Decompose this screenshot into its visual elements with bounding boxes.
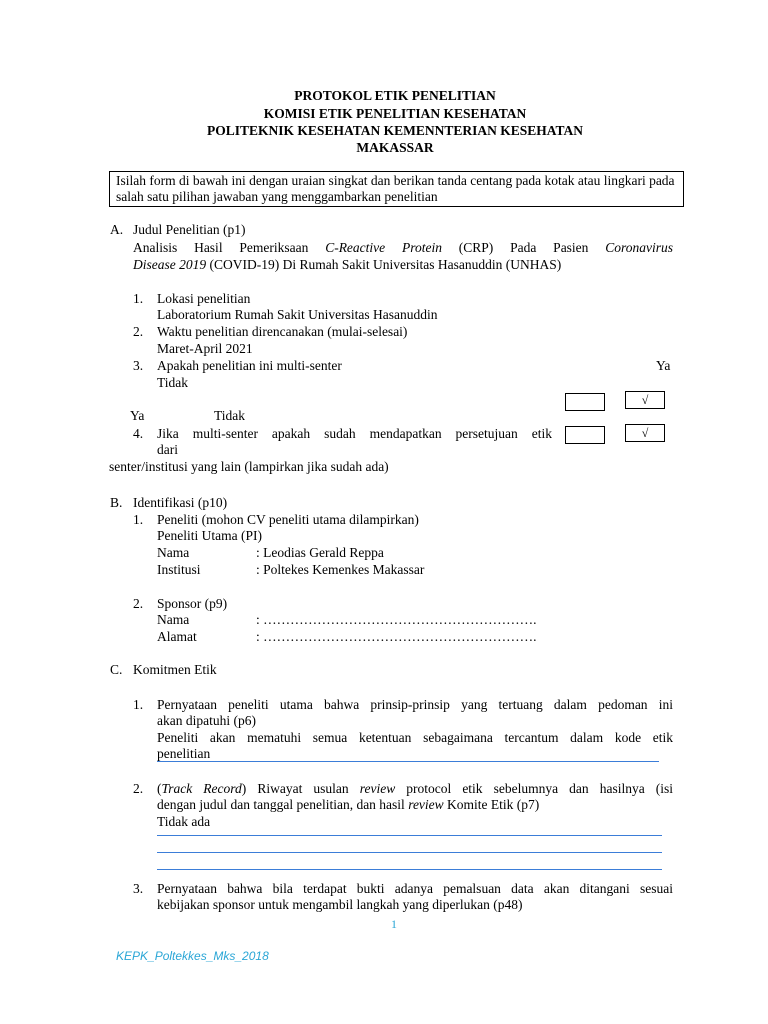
item-a1-label: Lokasi penelitian xyxy=(157,291,251,306)
checkbox-multicenter-ya[interactable] xyxy=(565,393,605,411)
item-a1-num: 1. xyxy=(133,291,144,306)
sponsor-alamat-value: : ……………………………………………………. xyxy=(256,629,537,644)
instruction-text: Isilah form di bawah ini dengan uraian singkat dan berikan tanda centang pada kotak atau lingkari pada salah satu pilihan jawaban yang menggambarkan penelitian xyxy=(116,173,675,204)
section-c-letter: C. xyxy=(110,662,123,677)
item-a3-option-ya: Ya xyxy=(656,358,671,373)
peneliti-utama-label: Peneliti Utama (PI) xyxy=(157,528,262,543)
item-c1-line-2: akan dipatuhi (p6) xyxy=(157,713,256,728)
answer-underline xyxy=(157,761,659,762)
instruction-box xyxy=(109,171,684,207)
checkbox-multicenter-tidak[interactable] xyxy=(625,391,665,409)
sponsor-nama-label: Nama xyxy=(157,612,190,627)
row-label-tidak: Tidak xyxy=(214,408,246,423)
nama-label: Nama xyxy=(157,545,190,560)
item-c2-answer: Tidak ada xyxy=(157,814,211,829)
item-a4-label-line-2: dari xyxy=(157,442,178,457)
item-a2-num: 2. xyxy=(133,324,144,339)
institusi-value: : Poltekes Kemenkes Makassar xyxy=(256,562,425,577)
item-a4-num: 4. xyxy=(133,426,144,441)
section-b-heading: Identifikasi (p10) xyxy=(133,495,228,510)
footer-note: KEPK_Poltekkes_Mks_2018 xyxy=(116,949,269,963)
item-c1-line-1: Pernyataan peneliti utama bahwa prinsip-prinsip yang tertuang dalam pedoman ini xyxy=(157,697,673,712)
item-c1-answer-line-2: penelitian xyxy=(157,746,211,761)
section-b-letter: B. xyxy=(110,495,123,510)
item-a4-label-line-1: Jika multi-senter apakah sudah mendapatkan persetujuan etik xyxy=(157,426,552,441)
checkbox-approval-ya[interactable] xyxy=(565,426,605,444)
item-c3-line-2: kebijakan sponsor untuk mengambil langkah yang diperlukan (p48) xyxy=(157,897,523,912)
check-mark-icon: √ xyxy=(641,393,649,407)
section-a-heading: Judul Penelitian (p1) xyxy=(133,222,246,237)
title-line-1: PROTOKOL ETIK PENELITIAN xyxy=(294,88,496,103)
item-c2-line-1: (Track Record) Riwayat usulan review protocol etik sebelumnya dan hasilnya (isi xyxy=(157,781,674,796)
page-number: 1 xyxy=(391,917,397,931)
item-c1-answer-line-1: Peneliti akan mematuhi semua ketentuan sebagaimana tercantum dalam kode etik xyxy=(157,730,673,745)
row-label-ya: Ya xyxy=(130,408,145,423)
peneliti-num: 1. xyxy=(133,512,144,527)
sponsor-nama-value: : ……………………………………………………. xyxy=(256,612,537,627)
peneliti-label: Peneliti (mohon CV peneliti utama dilampirkan) xyxy=(157,512,419,527)
item-a3-num: 3. xyxy=(133,358,144,373)
item-a1-value: Laboratorium Rumah Sakit Universitas Hasanuddin xyxy=(157,307,438,322)
nama-value: : Leodias Gerald Reppa xyxy=(256,545,384,560)
checkbox-approval-tidak[interactable] xyxy=(625,424,665,442)
item-a3-option-tidak: Tidak xyxy=(157,375,189,390)
item-a4-label-line-3: senter/institusi yang lain (lampirkan jika sudah ada) xyxy=(109,459,389,474)
answer-underline xyxy=(157,869,662,870)
item-a3-label: Apakah penelitian ini multi-senter xyxy=(157,358,342,373)
section-c-heading: Komitmen Etik xyxy=(133,662,217,677)
sponsor-label: Sponsor (p9) xyxy=(157,596,228,611)
sponsor-num: 2. xyxy=(133,596,144,611)
institusi-label: Institusi xyxy=(157,562,201,577)
research-title-line-2: Disease 2019 (COVID-19) Di Rumah Sakit Universitas Hasanuddin (UNHAS) xyxy=(133,257,562,272)
title-line-4: MAKASSAR xyxy=(356,140,434,155)
check-mark-icon: √ xyxy=(641,426,649,440)
title-line-2: KOMISI ETIK PENELITIAN KESEHATAN xyxy=(263,106,527,121)
item-c2-num: 2. xyxy=(133,781,144,796)
sponsor-alamat-label: Alamat xyxy=(157,629,197,644)
item-a2-label: Waktu penelitian direncanakan (mulai-selesai) xyxy=(157,324,408,339)
research-title-line-1: Analisis Hasil Pemeriksaan C-Reactive Protein (CRP) Pada Pasien Coronavirus xyxy=(133,240,674,255)
title-line-3: POLITEKNIK KESEHATAN KEMENNTERIAN KESEHATAN xyxy=(207,123,583,138)
answer-underline xyxy=(157,852,662,853)
item-c2-line-2: dengan judul dan tanggal penelitian, dan hasil review Komite Etik (p7) xyxy=(157,797,540,812)
section-a-letter: A. xyxy=(110,222,124,237)
item-c3-line-1: Pernyataan bahwa bila terdapat bukti adanya pemalsuan data akan ditangani sesuai xyxy=(157,881,673,896)
item-c3-num: 3. xyxy=(133,881,144,896)
item-a2-value: Maret-April 2021 xyxy=(157,341,253,356)
answer-underline xyxy=(157,835,662,836)
item-c1-num: 1. xyxy=(133,697,144,712)
